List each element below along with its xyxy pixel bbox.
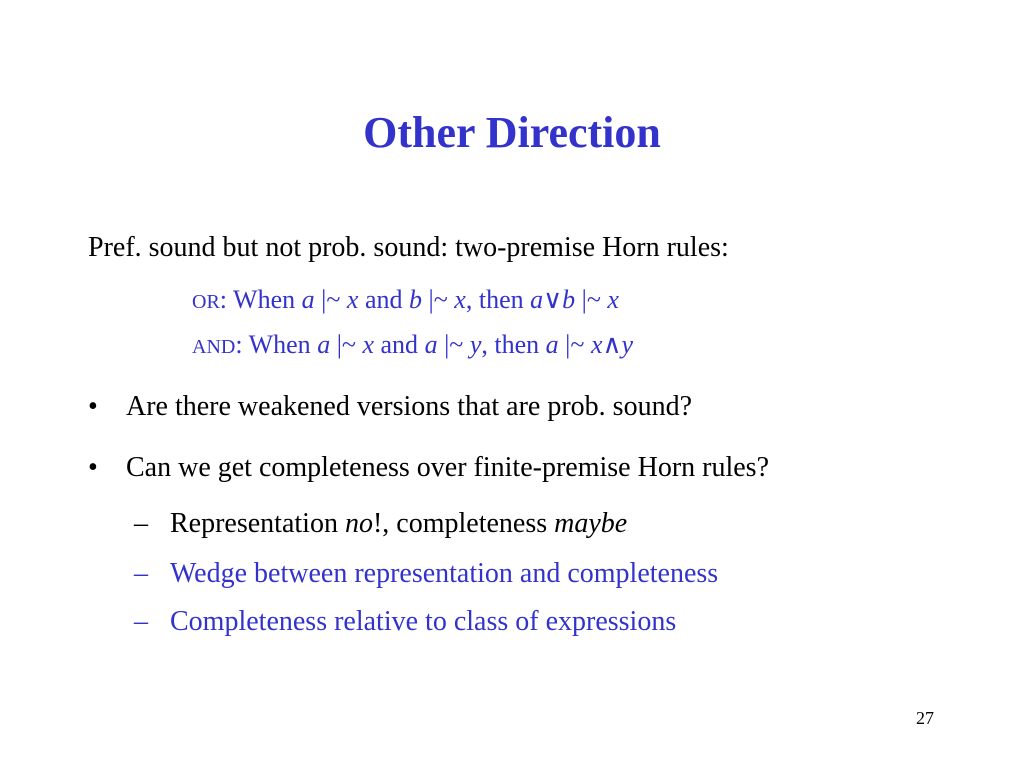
or-rule-text: : When <box>219 285 302 314</box>
bullet-item <box>88 390 692 424</box>
or-rule-name: OR <box>192 291 220 313</box>
or-rule-var: a <box>530 285 544 314</box>
sub-bullet-emphasis: maybe <box>554 508 628 539</box>
intro-text: Pref. sound but not prob. sound: two-premise Horn rules: <box>88 232 729 263</box>
or-rule-var: a <box>301 285 315 314</box>
sub-bullet-text: Representation <box>170 508 345 539</box>
and-rule-text: : When <box>235 330 318 359</box>
and-rule-var: y <box>621 330 634 359</box>
dash-icon: – <box>134 558 148 589</box>
or-rule-var: b <box>562 285 576 314</box>
and-rule-var: x <box>590 330 603 359</box>
slide-title: Other Direction <box>363 108 661 157</box>
or-rule-var: b <box>409 285 423 314</box>
sub-bullet-item <box>134 557 718 591</box>
and-rule-var: a <box>424 330 438 359</box>
and-rule-text: |~ <box>558 330 591 359</box>
or-rule-var: x <box>346 285 359 314</box>
or-rule-text: |~ <box>575 285 608 314</box>
and-rule-var: a <box>545 330 559 359</box>
sub-bullet-item <box>134 507 627 541</box>
and-rule <box>192 328 633 364</box>
and-rule-var: a <box>317 330 331 359</box>
or-rule-text: and <box>358 285 410 314</box>
or-rule-var: x <box>454 285 466 314</box>
sub-bullet-text: Wedge between representation and completeness <box>170 558 719 589</box>
or-rule-var: x <box>607 285 619 314</box>
and-rule-text: |~ <box>437 330 470 359</box>
bullet-text: Can we get completeness over finite-premise Horn rules? <box>126 452 770 483</box>
and-rule-name: AND <box>192 336 236 358</box>
sub-bullet-item <box>134 605 676 639</box>
sub-bullet-emphasis: no <box>344 508 373 539</box>
and-rule-text: |~ <box>330 330 363 359</box>
and-symbol: ∧ <box>602 330 622 359</box>
or-rule-text: |~ <box>314 285 347 314</box>
or-symbol: ∨ <box>543 285 563 314</box>
and-rule-var: x <box>362 330 375 359</box>
and-rule-text: , then <box>481 330 546 359</box>
bullet-text: Are there weakened versions that are prob. sound? <box>126 391 693 422</box>
dash-icon: – <box>134 606 148 637</box>
or-rule-text: |~ <box>422 285 455 314</box>
and-rule-var: y <box>469 330 482 359</box>
and-rule-text: and <box>374 330 425 359</box>
or-rule <box>192 283 619 319</box>
page-number: 27 <box>916 708 934 728</box>
sub-bullet-text: !, completeness <box>372 508 555 539</box>
or-rule-text: , then <box>465 285 531 314</box>
dash-icon: – <box>134 508 148 539</box>
bullet-icon: • <box>88 452 98 483</box>
bullet-item <box>88 451 769 485</box>
bullet-icon: • <box>88 391 98 422</box>
sub-bullet-text: Completeness relative to class of expressions <box>170 606 677 637</box>
